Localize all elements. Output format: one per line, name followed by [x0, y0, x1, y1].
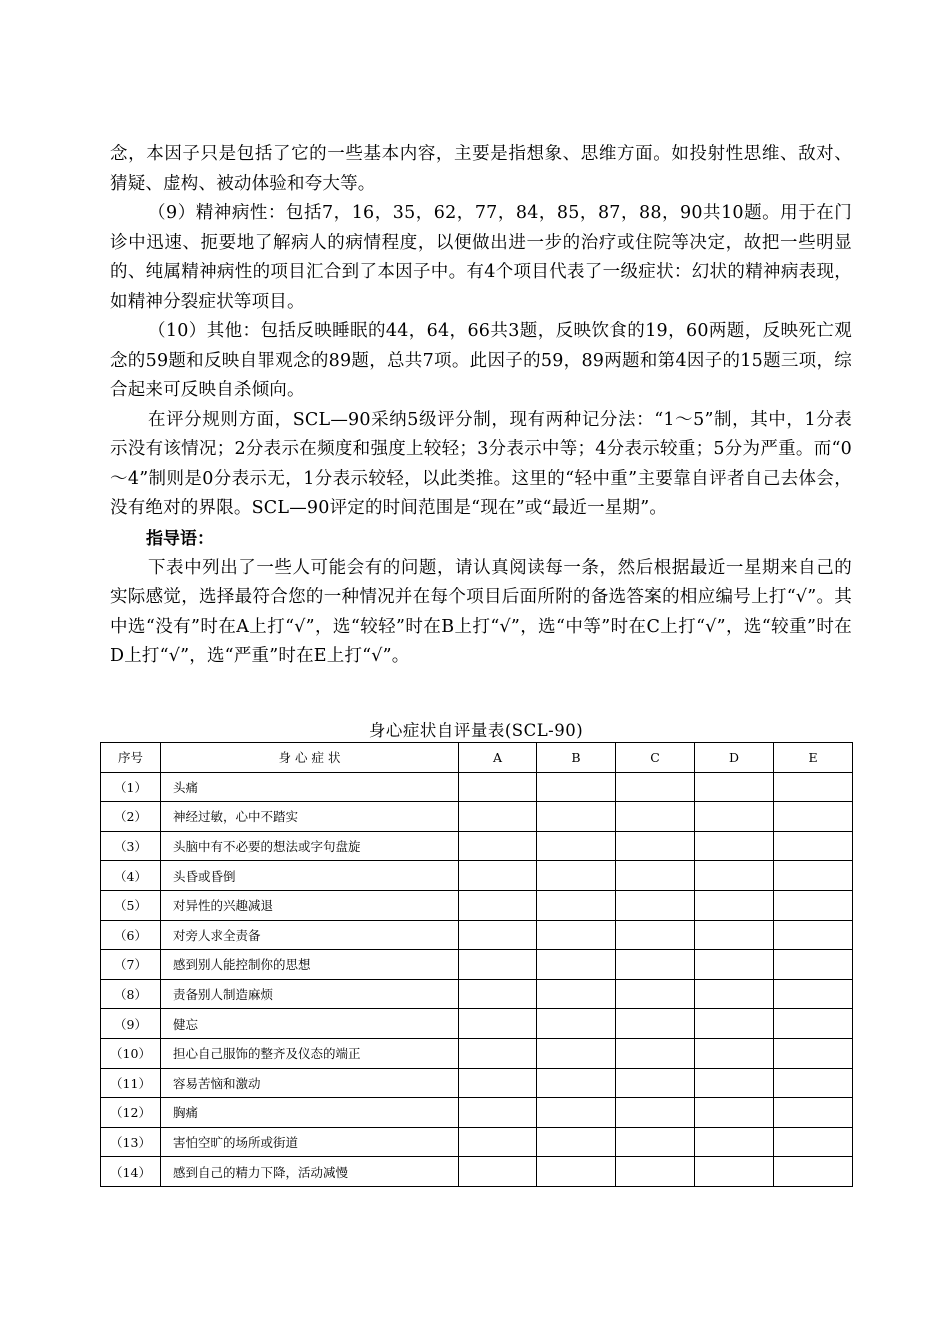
row-number: （4） — [101, 861, 161, 891]
answer-cell-d[interactable] — [695, 890, 774, 920]
answer-cell-c[interactable] — [616, 1157, 695, 1187]
table-row — [101, 1009, 853, 1039]
answer-cell-a[interactable] — [459, 1127, 537, 1157]
table-row — [101, 979, 853, 1009]
answer-cell-c[interactable] — [616, 1068, 695, 1098]
table-row — [101, 802, 853, 832]
table-row — [101, 950, 853, 980]
answer-cell-d[interactable] — [695, 1009, 774, 1039]
answer-cell-d[interactable] — [695, 979, 774, 1009]
answer-cell-b[interactable] — [537, 1157, 616, 1187]
table-row — [101, 772, 853, 802]
answer-cell-e[interactable] — [774, 802, 853, 832]
paragraph-scoring-rules: 在评分规则方面，SCL—90采纳5级评分制，现有两种记分法：“1～5”制，其中，1分表示没有该情况；2分表示在频度和强度上较轻；3分表示中等；4分表示较重；5分为严重。而“0～4”制则是0分表示无，1分表示较轻，以此类推。这里的“轻中重”主要靠自评者自己去体会，没有绝对的界限。SCL—90评定的时间范围是“现在”或“最近一星期”。 — [110, 409, 852, 518]
table-row — [101, 1157, 853, 1187]
answer-cell-a[interactable] — [459, 1068, 537, 1098]
answer-cell-d[interactable] — [695, 861, 774, 891]
answer-cell-b[interactable] — [537, 890, 616, 920]
answer-cell-d[interactable] — [695, 772, 774, 802]
answer-cell-e[interactable] — [774, 920, 853, 950]
answer-cell-a[interactable] — [459, 831, 537, 861]
row-symptom: 头昏或昏倒 — [161, 861, 459, 891]
row-number: （8） — [101, 979, 161, 1009]
row-symptom: 神经过敏，心中不踏实 — [161, 802, 459, 832]
row-number: （13） — [101, 1127, 161, 1157]
row-number: （10） — [101, 1038, 161, 1068]
guide-text: 下表中列出了一些人可能会有的问题，请认真阅读每一条，然后根据最近一星期来自己的实际感觉，选择最符合您的一种情况并在每个项目后面所附的备选答案的相应编号上打“√”。其中选“没有”时在A上打“√”，选“较轻”时在B上打“√”，选“中等”时在C上打“√”，选“较重”时在D上打“√”，选“严重”时在E上打“√”。 — [110, 557, 852, 666]
header-e: E — [774, 743, 853, 773]
paragraph-factor-9: （9）精神病性：包括7，16，35，62，77，84，85，87，88，90共10题。用于在门诊中迅速、扼要地了解病人的病情程度，以便做出进一步的治疗或住院等决定，故把一些明显的、纯属精神病性的项目汇合到了本因子中。有4个项目代表了一级症状：幻状的精神病表现，如精神分裂症状等项目。 — [110, 203, 852, 312]
answer-cell-c[interactable] — [616, 831, 695, 861]
answer-cell-c[interactable] — [616, 772, 695, 802]
answer-cell-a[interactable] — [459, 1009, 537, 1039]
row-number: （5） — [101, 890, 161, 920]
header-number: 序号 — [101, 743, 161, 773]
paragraph-continuation: 念，本因子只是包括了它的一些基本内容，主要是指想象、思维方面。如投射性思维、敌对、猜疑、虚构、被动体验和夸大等。 — [110, 144, 852, 194]
row-number: （2） — [101, 802, 161, 832]
answer-cell-d[interactable] — [695, 1157, 774, 1187]
table-row — [101, 831, 853, 861]
answer-cell-e[interactable] — [774, 1038, 853, 1068]
answer-cell-b[interactable] — [537, 861, 616, 891]
answer-cell-e[interactable] — [774, 1009, 853, 1039]
answer-cell-a[interactable] — [459, 1098, 537, 1128]
answer-cell-c[interactable] — [616, 890, 695, 920]
answer-cell-d[interactable] — [695, 920, 774, 950]
answer-cell-b[interactable] — [537, 1068, 616, 1098]
answer-cell-a[interactable] — [459, 802, 537, 832]
table-title: 身心症状自评量表(SCL-90) — [368, 721, 584, 740]
table-row — [101, 920, 853, 950]
row-number: （1） — [101, 772, 161, 802]
answer-cell-b[interactable] — [537, 802, 616, 832]
answer-cell-c[interactable] — [616, 802, 695, 832]
header-c: C — [616, 743, 695, 773]
table-row — [101, 890, 853, 920]
row-number: （6） — [101, 920, 161, 950]
row-symptom: 责备别人制造麻烦 — [161, 979, 459, 1009]
answer-cell-d[interactable] — [695, 802, 774, 832]
answer-cell-d[interactable] — [695, 1038, 774, 1068]
answer-cell-e[interactable] — [774, 861, 853, 891]
row-symptom: 感到别人能控制你的思想 — [161, 950, 459, 980]
table-row — [101, 861, 853, 891]
answer-cell-b[interactable] — [537, 920, 616, 950]
answer-cell-c[interactable] — [616, 950, 695, 980]
answer-cell-c[interactable] — [616, 1009, 695, 1039]
answer-cell-e[interactable] — [774, 1127, 853, 1157]
answer-cell-c[interactable] — [616, 1038, 695, 1068]
row-number: （7） — [101, 950, 161, 980]
table-row — [101, 1038, 853, 1068]
answer-cell-e[interactable] — [774, 1068, 853, 1098]
answer-cell-b[interactable] — [537, 1009, 616, 1039]
row-symptom: 容易苦恼和激动 — [161, 1068, 459, 1098]
table-row — [101, 1098, 853, 1128]
paragraph-factor-10: （10）其他：包括反映睡眠的44，64，66共3题，反映饮食的19，60两题，反映死亡观念的59题和反映自罪观念的89题，总共7项。此因子的59，89两题和第4因子的15题三项，综合起来可反映自杀倾向。 — [110, 321, 852, 400]
answer-cell-a[interactable] — [459, 1157, 537, 1187]
answer-cell-a[interactable] — [459, 950, 537, 980]
table-body — [101, 772, 853, 1186]
row-symptom: 头脑中有不必要的想法或字句盘旋 — [161, 831, 459, 861]
answer-cell-a[interactable] — [459, 890, 537, 920]
row-symptom: 头痛 — [161, 772, 459, 802]
row-number: （12） — [101, 1098, 161, 1128]
answer-cell-a[interactable] — [459, 861, 537, 891]
row-symptom: 对异性的兴趣减退 — [161, 890, 459, 920]
row-symptom: 对旁人求全责备 — [161, 920, 459, 950]
answer-cell-a[interactable] — [459, 1038, 537, 1068]
row-number: （9） — [101, 1009, 161, 1039]
row-number: （11） — [101, 1068, 161, 1098]
answer-cell-b[interactable] — [537, 1098, 616, 1128]
answer-cell-c[interactable] — [616, 920, 695, 950]
table-row — [101, 1068, 853, 1098]
answer-cell-b[interactable] — [537, 772, 616, 802]
answer-cell-c[interactable] — [616, 1127, 695, 1157]
answer-cell-b[interactable] — [537, 979, 616, 1009]
answer-cell-e[interactable] — [774, 890, 853, 920]
answer-cell-d[interactable] — [695, 950, 774, 980]
row-symptom: 担心自己服饰的整齐及仪态的端正 — [161, 1038, 459, 1068]
answer-cell-b[interactable] — [537, 831, 616, 861]
document-body — [110, 140, 852, 672]
table-title-wrapper — [100, 716, 852, 744]
answer-cell-d[interactable] — [695, 1098, 774, 1128]
header-a: A — [459, 743, 537, 773]
answer-cell-c[interactable] — [616, 979, 695, 1009]
row-symptom: 感到自己的精力下降，活动减慢 — [161, 1157, 459, 1187]
row-symptom: 胸痛 — [161, 1098, 459, 1128]
scl-90-table — [100, 742, 853, 1187]
row-symptom: 健忘 — [161, 1009, 459, 1039]
row-number: （14） — [101, 1157, 161, 1187]
answer-cell-d[interactable] — [695, 1127, 774, 1157]
table-row — [101, 1127, 853, 1157]
row-number: （3） — [101, 831, 161, 861]
table-header-row — [101, 743, 853, 773]
header-symptom: 身 心 症 状 — [161, 743, 459, 773]
header-d: D — [695, 743, 774, 773]
header-b: B — [537, 743, 616, 773]
answer-cell-c[interactable] — [616, 1098, 695, 1128]
answer-cell-a[interactable] — [459, 979, 537, 1009]
answer-cell-c[interactable] — [616, 861, 695, 891]
answer-cell-a[interactable] — [459, 772, 537, 802]
answer-cell-b[interactable] — [537, 1038, 616, 1068]
answer-cell-d[interactable] — [695, 831, 774, 861]
answer-cell-e[interactable] — [774, 1098, 853, 1128]
answer-cell-b[interactable] — [537, 950, 616, 980]
answer-cell-d[interactable] — [695, 1068, 774, 1098]
answer-cell-e[interactable] — [774, 950, 853, 980]
row-symptom: 害怕空旷的场所或街道 — [161, 1127, 459, 1157]
guide-heading: 指导语： — [146, 528, 214, 549]
answer-cell-e[interactable] — [774, 831, 853, 861]
answer-cell-e[interactable] — [774, 979, 853, 1009]
answer-cell-a[interactable] — [459, 920, 537, 950]
answer-cell-b[interactable] — [537, 1127, 616, 1157]
answer-cell-e[interactable] — [774, 772, 853, 802]
answer-cell-e[interactable] — [774, 1157, 853, 1187]
